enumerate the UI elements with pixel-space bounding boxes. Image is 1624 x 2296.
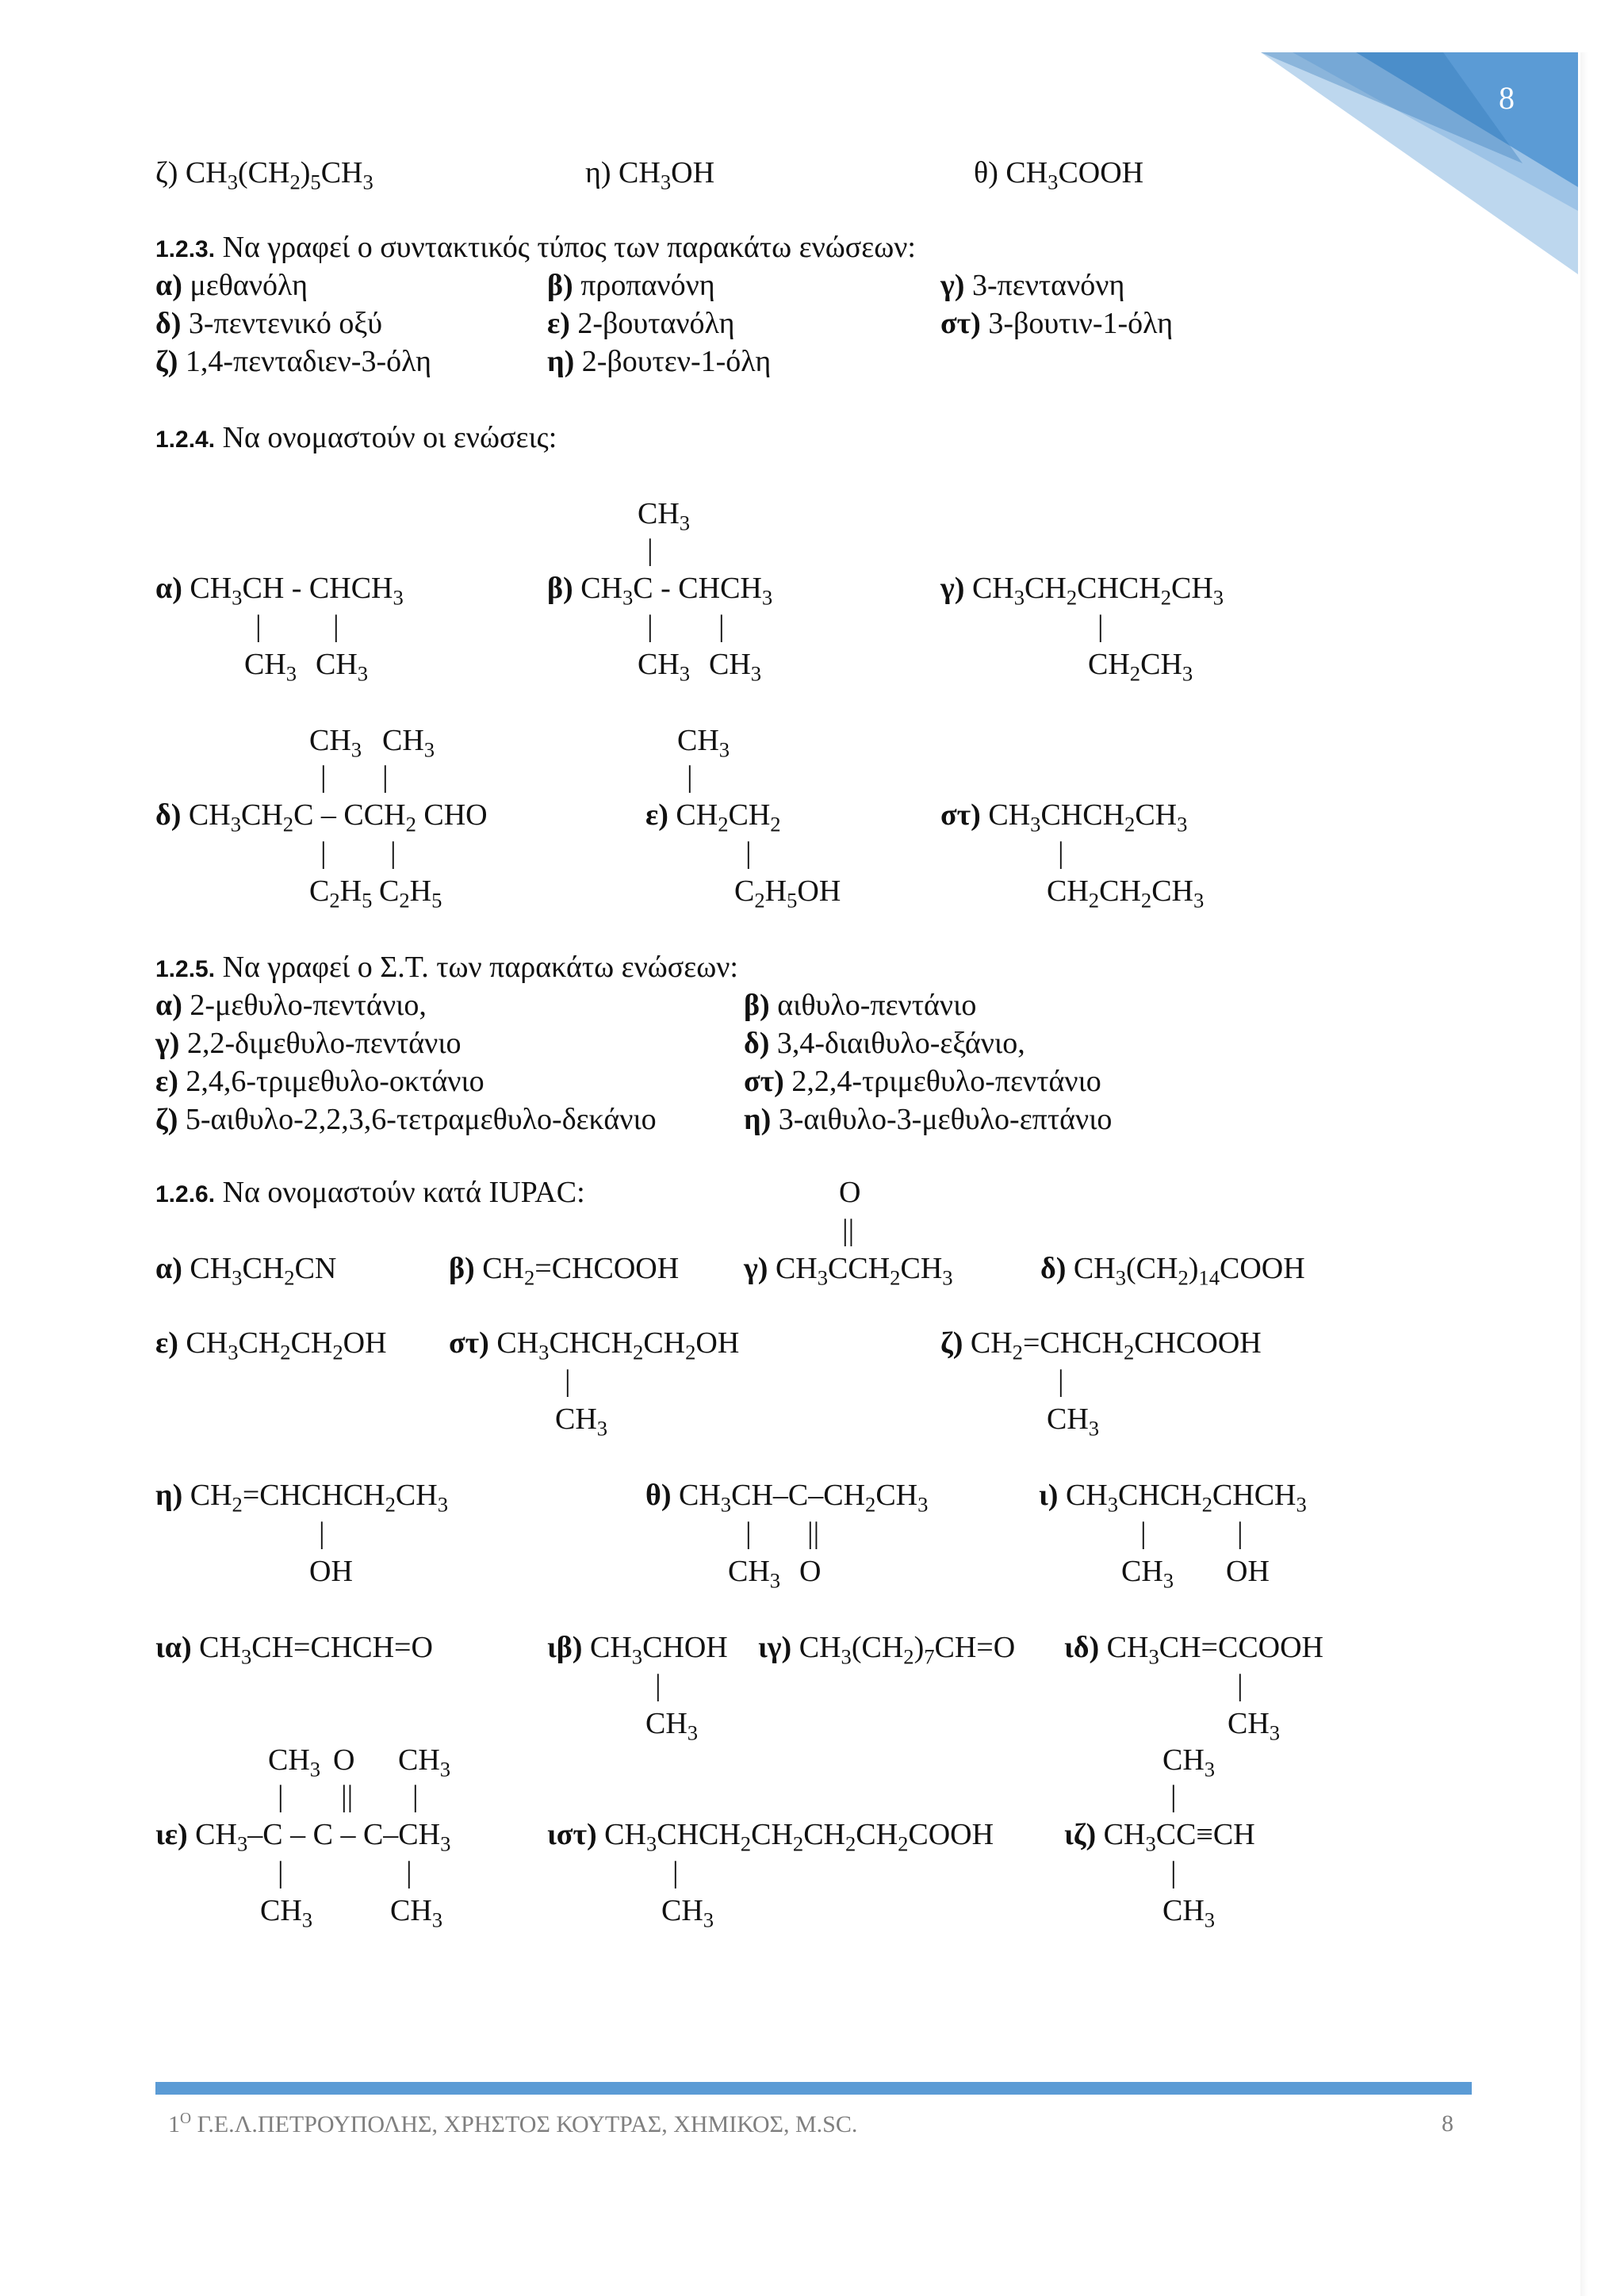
bond-line: | (672, 1856, 679, 1889)
bond-line: | (412, 1780, 419, 1813)
formula-a: α) $CH_3CH$ - $CHCH_3$ (155, 572, 404, 610)
list-item: β) αιθυλο-πεντάνιο (744, 989, 977, 1022)
formula-126ib: ιβ) $CH_3CHOH$ (547, 1631, 728, 1669)
list-item: α) μεθανόλη (155, 269, 308, 302)
formula-126ie-sub1: $CH_3$ (260, 1894, 313, 1932)
bond-line: | (1140, 1517, 1147, 1550)
formula-126i-sub1: $CH_3$ (1121, 1555, 1174, 1593)
top-formula-z: ζ) $CH_3(CH_2)_5CH_3$ (155, 156, 373, 194)
formula-126ie-top1: $CH_3$ (268, 1743, 321, 1781)
bond-line: | (1097, 610, 1104, 643)
formula-126ia: ια) $CH_3CH=CHCH=O$ (155, 1631, 433, 1669)
section-title: Να ονομαστούν οι ενώσεις: (222, 421, 557, 454)
list-item: ε) 2-βουτανόλη (547, 307, 735, 340)
list-item: δ) 3-πεντενικό οξύ (155, 307, 383, 340)
formula-126i-sub2: OH (1226, 1555, 1270, 1588)
bond-line: | (655, 1669, 661, 1702)
formula-b-sub2: $CH_3$ (709, 648, 762, 686)
list-item: ε) 2,4,6-τριμεθυλο-οκτάνιο (155, 1065, 485, 1098)
section-1-2-4-heading (155, 420, 557, 457)
section-title: Να γραφεί ο συντακτικός τύπος των παρακάτω ενώσεων: (222, 231, 916, 264)
formula-b: β) $CH_3C$ - $CHCH_3$ (547, 572, 773, 610)
bond-line: | (718, 610, 725, 643)
bond-line: | (745, 836, 752, 870)
bond-line: | (1170, 1856, 1177, 1889)
bond-line: | (320, 760, 327, 794)
section-number: 1.2.4. (155, 427, 216, 453)
formula-126th: θ) $CH_3CH-C-CH_2CH_3$ (645, 1479, 929, 1517)
section-title: Να ονομαστούν κατά IUPAC: (222, 1176, 585, 1209)
formula-c-sub: $CH_2CH_3$ (1088, 648, 1193, 686)
formula-126h-sub: OH (309, 1555, 353, 1588)
formula-126ie-top2: O (333, 1743, 355, 1777)
formula-d-top1: $CH_3$ (309, 724, 362, 762)
section-number: 1.2.3. (155, 236, 216, 262)
formula-126ist-sub: $CH_3$ (661, 1894, 714, 1932)
formula-126iz: ιζ) $CH_3CC\equiv CH$ (1064, 1818, 1255, 1856)
bond-line: | (319, 1517, 325, 1550)
double-bond-line: || (807, 1517, 820, 1550)
bond-line: | (1237, 1669, 1243, 1702)
formula-126st: στ) $CH_3CHCH_2CH_2OH$ (449, 1326, 740, 1364)
formula-126ist: ιστ) $CH_3CHCH_2CH_2CH_2CH_2COOH$ (547, 1818, 994, 1856)
bond-line: | (745, 1517, 752, 1550)
bond-line: | (687, 760, 693, 794)
bond-line: | (278, 1780, 284, 1813)
formula-a-sub2: $CH_3$ (316, 648, 369, 686)
formula-126ie-sub2: $CH_3$ (390, 1894, 443, 1932)
formula-126c: γ) $CH_3CCH_2CH_3$ (744, 1252, 953, 1290)
footer-rule (155, 2082, 1472, 2095)
top-formula-th: θ) $CH_3COOH$ (974, 156, 1144, 194)
bond-line: | (565, 1364, 571, 1398)
list-item: γ) 3-πεντανόνη (940, 269, 1125, 302)
formula-126b: β) $CH_2=CHCOOH$ (449, 1252, 680, 1290)
page-edge-shadow (1580, 52, 1588, 2296)
formula-126d: δ) $CH_3(CH_2)_{14}COOH$ (1040, 1252, 1305, 1290)
list-item: δ) 3,4-διαιθυλο-εξάνιο, (744, 1027, 1025, 1060)
formula-126h: η) $CH_2=CHCHCH_2CH_3$ (155, 1479, 449, 1517)
bond-line: | (1058, 836, 1064, 870)
list-item: β) προπανόνη (547, 269, 715, 302)
bond-line: | (390, 836, 396, 870)
formula-d-top2: $CH_3$ (382, 724, 435, 762)
bond-line: | (647, 610, 653, 643)
section-1-2-3-heading (155, 230, 916, 267)
corner-decoration (1261, 52, 1578, 274)
footer-text: $1^O$ Γ.Ε.Λ.ΠΕΤΡΟΥΠΟΛΗΣ, ΧΡΗΣΤΟΣ ΚΟΥΤΡΑΣ, ΧΗΜΙΚΟΣ, M.SC. (168, 2110, 858, 2137)
formula-126ie-top3: $CH_3$ (398, 1743, 451, 1781)
formula-b-top: $CH_3$ (638, 497, 691, 535)
top-formula-h: η) $CH_3OH$ (585, 156, 715, 194)
section-title: Να γραφεί ο Σ.Τ. των παρακάτω ενώσεων: (222, 951, 738, 984)
formula-d-sub2: $C_2H_5$ (379, 874, 442, 913)
formula-e-top: $CH_3$ (677, 724, 730, 762)
bond-line: | (647, 534, 653, 567)
formula-126ib-sub: $CH_3$ (645, 1707, 699, 1745)
double-bond-line: || (842, 1214, 855, 1247)
formula-126a: α) $CH_3CH_2CN$ (155, 1252, 337, 1290)
formula-d: δ) $CH_3CH_2C - CCH_2$ CHO (155, 798, 488, 836)
formula-126th-sub1: $CH_3$ (728, 1555, 781, 1593)
double-bond-line: || (341, 1780, 354, 1813)
section-number: 1.2.5. (155, 956, 216, 982)
bond-line: | (320, 836, 327, 870)
bond-line: | (278, 1856, 284, 1889)
formula-126c-top: O (839, 1176, 861, 1209)
footer-page-number: 8 (1442, 2110, 1454, 2137)
bond-line: | (382, 760, 389, 794)
formula-e-sub: $C_2H_5OH$ (734, 874, 841, 913)
list-item: ζ) 1,4-πενταδιεν-3-όλη (155, 345, 432, 378)
formula-st: στ) $CH_3CHCH_2CH_3$ (940, 798, 1188, 836)
list-item: γ) 2,2-διμεθυλο-πεντάνιο (155, 1027, 462, 1060)
formula-126iz-top: $CH_3$ (1162, 1743, 1216, 1781)
list-item: η) 2-βουτεν-1-όλη (547, 345, 772, 378)
formula-126ie: ιε) $CH_3-C$ – C – $C-CH_3$ (155, 1818, 451, 1856)
list-item: α) 2-μεθυλο-πεντάνιο, (155, 989, 427, 1022)
formula-126ig: ιγ) $CH_3(CH_2)_7CH=O$ (758, 1631, 1016, 1669)
formula-126z-sub: $CH_3$ (1047, 1402, 1100, 1441)
bond-line: | (406, 1856, 412, 1889)
section-number: 1.2.6. (155, 1181, 216, 1207)
list-item: η) 3-αιθυλο-3-μεθυλο-επτάνιο (744, 1103, 1113, 1136)
formula-c: γ) $CH_3CH_2CHCH_2CH_3$ (940, 572, 1224, 610)
formula-d-sub1: $C_2H_5$ (309, 874, 373, 913)
formula-126th-sub2: O (799, 1555, 822, 1588)
formula-126st-sub: $CH_3$ (555, 1402, 608, 1441)
bond-line: | (1170, 1780, 1177, 1813)
formula-126z: ζ) $CH_2=CHCH_2CHCOOH$ (940, 1326, 1262, 1364)
formula-st-sub: $CH_2CH_2CH_3$ (1047, 874, 1205, 913)
list-item: στ) 2,2,4-τριμεθυλο-πεντάνιο (744, 1065, 1101, 1098)
formula-126id-sub: $CH_3$ (1228, 1707, 1281, 1745)
section-1-2-5-heading (155, 950, 738, 987)
formula-126iz-sub: $CH_3$ (1162, 1894, 1216, 1932)
formula-126e: ε) $CH_3CH_2CH_2OH$ (155, 1326, 387, 1364)
page-number-top: 8 (1499, 80, 1515, 116)
list-item: στ) 3-βουτιν-1-όλη (940, 307, 1174, 340)
formula-e: ε) $CH_2CH_2$ (645, 798, 781, 836)
bond-line: | (1058, 1364, 1064, 1398)
bond-line: | (333, 610, 339, 643)
bond-line: | (255, 610, 262, 643)
formula-a-sub1: $CH_3$ (244, 648, 297, 686)
formula-b-sub1: $CH_3$ (638, 648, 691, 686)
formula-126id: ιδ) $CH_3CH=CCOOH$ (1064, 1631, 1324, 1669)
formula-126i: ι) $CH_3CHCH_2CHCH_3$ (1039, 1479, 1307, 1517)
list-item: ζ) 5-αιθυλο-2,2,3,6-τετραμεθυλο-δεκάνιο (155, 1103, 657, 1136)
bond-line: | (1237, 1517, 1243, 1550)
section-1-2-6-heading (155, 1175, 585, 1212)
